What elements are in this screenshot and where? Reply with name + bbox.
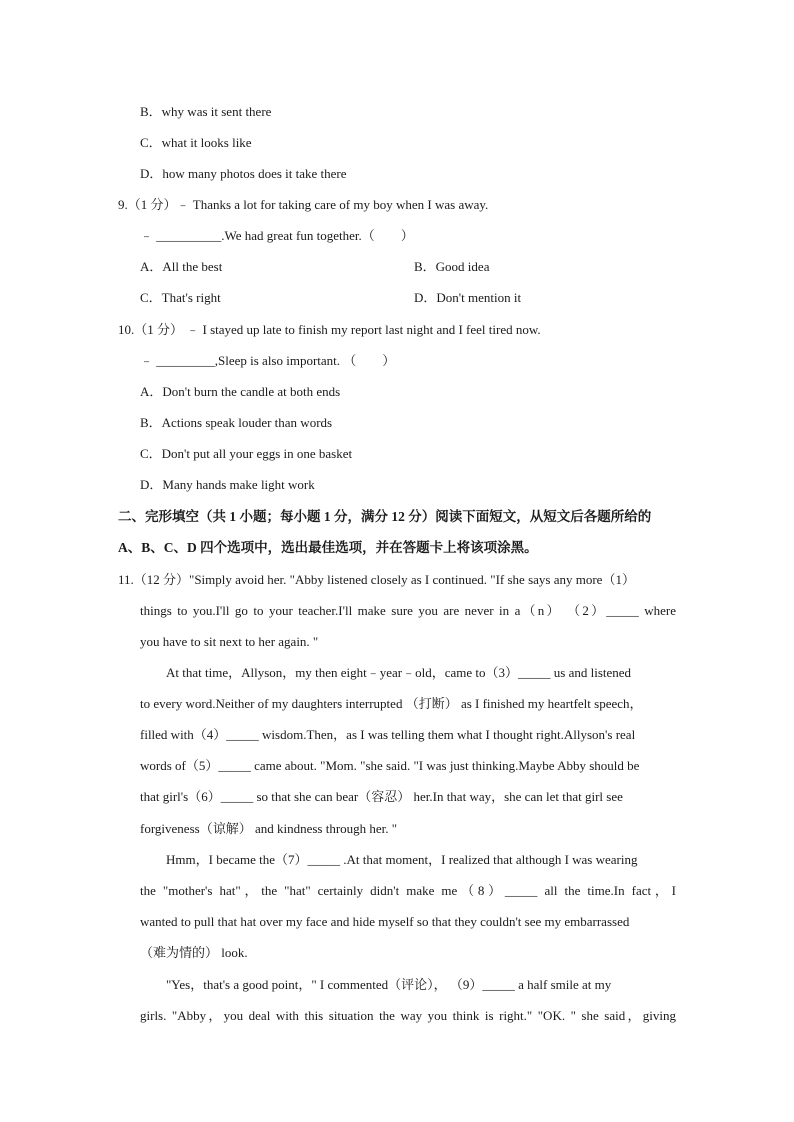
q11-line-7: words of（5）_____ came about. "Mom. "she said. "I was just thinking.Maybe Abby should be xyxy=(140,758,640,773)
q8-option-b: B．why was it sent there xyxy=(140,104,272,119)
q8-option-d: D．how many photos does it take there xyxy=(140,166,347,181)
q10-option-a: A．Don't burn the candle at both ends xyxy=(140,384,341,399)
q11-line-4: At that time，Allyson，my then eight﹣year﹣old，came to（3）_____ us and listened xyxy=(166,665,632,680)
q9-option-a: A．All the best xyxy=(140,259,223,274)
q11-line-11: the "mother's hat"，the "hat" certainly didn't make me（8）_____ all the time.In fact，I xyxy=(140,883,676,898)
q11-line-9: forgiveness（谅解） and kindness through her. " xyxy=(140,821,398,836)
section-heading-line-2: A、B、C、D 四个选项中，选出最佳选项，并在答题卡上将该项涂黑。 xyxy=(118,540,538,555)
q11-line-1: 11.（12 分）"Simply avoid her. "Abby listened closely as I continued. "If she says any more（1） xyxy=(118,572,635,587)
q9-option-c: C．That's right xyxy=(140,290,221,305)
q10-option-b: B．Actions speak louder than words xyxy=(140,415,333,430)
section-heading-line-1: 二、完形填空（共 1 小题；每小题 1 分，满分 12 分）阅读下面短文，从短文后各题所给的 xyxy=(118,509,652,524)
q9-option-d: D．Don't mention it xyxy=(414,290,522,305)
q9-options-row-1 xyxy=(140,259,640,275)
q10-option-c: C．Don't put all your eggs in one basket xyxy=(140,446,353,461)
q9-reply: ﹣ __________.We had great fun together.（ ） xyxy=(140,228,414,243)
q9-stem: 9.（1 分）﹣ Thanks a lot for taking care of my boy when I was away. xyxy=(118,197,489,212)
q11-line-5: to every word.Neither of my daughters interrupted （打断） as I finished my heartfelt speech， xyxy=(140,696,643,711)
q8-option-c: C．what it looks like xyxy=(140,135,252,150)
q11-line-3: you have to sit next to her again. " xyxy=(140,634,319,649)
q11-line-8: that girl's（6）_____ so that she can bear（容忍） her.In that way，she can let that girl see xyxy=(140,789,623,804)
q10-reply: ﹣ _________,Sleep is also important. （ ） xyxy=(140,353,396,368)
q11-line-12: wanted to pull that hat over my face and hide myself so that they couldn't see my embarrassed xyxy=(140,914,630,929)
q9-options-row-2 xyxy=(140,290,640,306)
q11-line-6: filled with（4）_____ wisdom.Then，as I was telling them what I thought right.Allyson's real xyxy=(140,727,636,742)
q11-line-15: girls. "Abby，you deal with this situation the way you think is right." "OK. " she said，giving xyxy=(140,1008,676,1023)
q11-line-14: "Yes，that's a good point，" I commented（评论）， （9）_____ a half smile at my xyxy=(166,977,612,992)
q11-line-13: （难为情的） look. xyxy=(140,945,248,960)
q10-stem: 10.（1 分） ﹣ I stayed up late to finish my report last night and I feel tired now. xyxy=(118,322,541,337)
q9-option-b: B．Good idea xyxy=(414,259,490,274)
q10-option-d: D．Many hands make light work xyxy=(140,477,315,492)
q11-line-10: Hmm，I became the（7）_____ .At that moment，I realized that although I was wearing xyxy=(166,852,638,867)
q11-line-2: things to you.I'll go to your teacher.I'll make sure you are never in a（n） （2）_____ where xyxy=(140,603,676,618)
